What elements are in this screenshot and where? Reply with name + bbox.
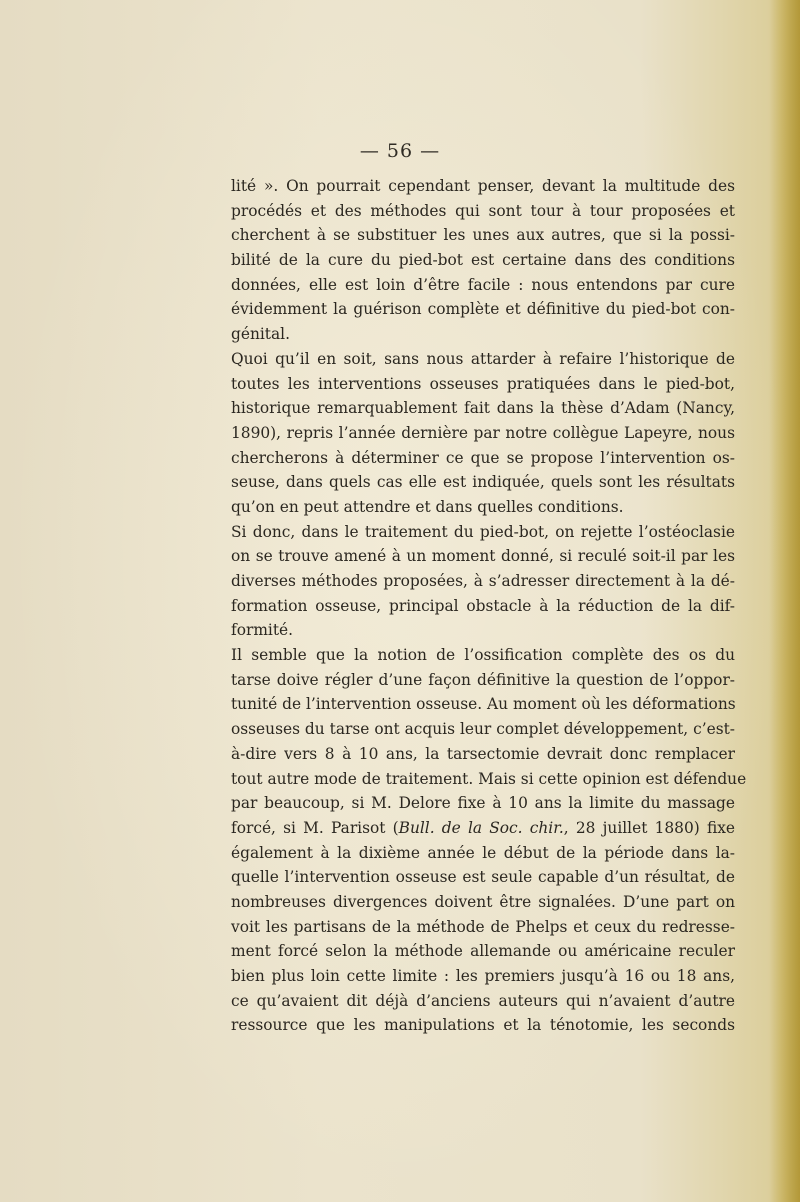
text-line: osseuses du tarse ont acquis leur complet développement, c’est- bbox=[231, 720, 735, 739]
text-line: nombreuses divergences doivent être signalées. D’une part on bbox=[231, 892, 735, 911]
text-line: formité. bbox=[231, 621, 294, 640]
text-line: procédés et des méthodes qui sont tour à tour proposées et bbox=[231, 201, 735, 220]
text-line: voit les partisans de la méthode de Phelps et ceux du redresse- bbox=[231, 917, 735, 936]
text-line: par beaucoup, si M. Delore fixe à 10 ans la limite du massage bbox=[231, 794, 735, 813]
text-line: on se trouve amené à un moment donné, si reculé soit-il par les bbox=[231, 547, 735, 566]
text-line: génital. bbox=[231, 325, 290, 344]
text-line: ressource que les manipulations et la ténotomie, les seconds bbox=[231, 1016, 735, 1035]
text-line: Il semble que la notion de l’ossification complète des os du bbox=[231, 646, 735, 665]
text-line: formation osseuse, principal obstacle à la réduction de la dif- bbox=[231, 596, 735, 615]
text-line: toutes les interventions osseuses pratiquées dans le pied-bot, bbox=[231, 374, 735, 393]
text-line: ment forcé selon la méthode allemande ou américaine reculer bbox=[231, 942, 735, 961]
text-line: bien plus loin cette limite : les premiers jusqu’à 16 ou 18 ans, bbox=[231, 967, 735, 985]
text-line: cherchent à se substituer les unes aux autres, que si la possi- bbox=[231, 226, 735, 245]
page-edge-stain bbox=[770, 0, 800, 1202]
body-text bbox=[231, 174, 747, 1038]
text-line: évidemment la guérison complète et définitive du pied-bot con- bbox=[231, 300, 735, 319]
text-line: seuse, dans quels cas elle est indiquée, quels sont les résultats bbox=[231, 473, 735, 492]
page-number: — 56 — bbox=[359, 140, 441, 162]
text-line: bilité de la cure du pied-bot est certaine dans des conditions bbox=[231, 251, 735, 270]
text-fragment: , 28 juillet 1880) fixe bbox=[563, 818, 735, 837]
text-line: qu’on en peut attendre et dans quelles conditions. bbox=[231, 497, 624, 516]
text-line: tarse doive régler d’une façon définitive la question de l’oppor- bbox=[231, 670, 735, 689]
text-line: lité ». On pourrait cependant penser, devant la multitude des bbox=[231, 177, 735, 195]
text-line: également à la dixième année le début de la période dans la- bbox=[231, 843, 735, 862]
citation-italic: Bull. de la Soc. chir. bbox=[398, 818, 564, 837]
text-line: données, elle est loin d’être facile : nous entendons par cure bbox=[231, 275, 735, 294]
text-fragment: forcé, si M. Parisot ( bbox=[231, 818, 399, 837]
text-line: diverses méthodes proposées, à s’adresser directement à la dé- bbox=[231, 572, 735, 590]
text-line: chercherons à déterminer ce que se propose l’intervention os- bbox=[231, 448, 735, 467]
text-line: ce qu’avaient dit déjà d’anciens auteurs qui n’avaient d’autre bbox=[231, 991, 735, 1010]
text-line: historique remarquablement fait dans la thèse d’Adam (Nancy, bbox=[231, 399, 735, 418]
text-line: à-dire vers 8 à 10 ans, la tarsectomie devrait donc remplacer bbox=[231, 744, 735, 763]
text-line: Si donc, dans le traitement du pied-bot, on rejette l’ostéoclasie bbox=[231, 522, 735, 541]
text-line: 1890), repris l’année dernière par notre collègue Lapeyre, nous bbox=[231, 423, 735, 442]
text-line: Quoi qu’il en soit, sans nous attarder à refaire l’historique de bbox=[231, 349, 735, 368]
text-line: tout autre mode de traitement. Mais si cette opinion est défendue bbox=[231, 769, 747, 788]
text-line: quelle l’intervention osseuse est seule capable d’un résultat, de bbox=[231, 868, 735, 887]
text-line bbox=[231, 816, 735, 841]
text-line: tunité de l’intervention osseuse. Au moment où les déformations bbox=[231, 695, 736, 714]
